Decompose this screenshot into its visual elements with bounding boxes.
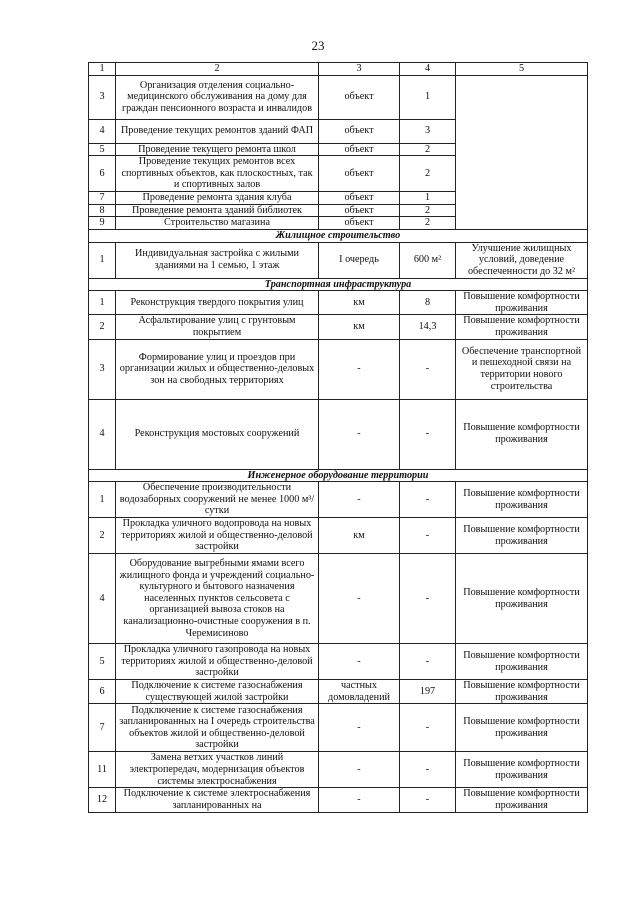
- unit-cell: объект: [319, 192, 400, 205]
- row-number: 1: [89, 482, 116, 518]
- quantity-cell: -: [400, 788, 456, 812]
- section-heading: Инженерное оборудование территории: [89, 469, 588, 482]
- section-heading: Транспортная инфраструктура: [89, 278, 588, 291]
- row-number: 4: [89, 399, 116, 469]
- goal-cell: Повышение комфортности проживания: [456, 644, 588, 680]
- header-cell: 2: [116, 63, 319, 76]
- row-number: 7: [89, 704, 116, 752]
- activity-name: Подключение к системе электроснабжения запланированных на: [116, 788, 319, 812]
- table-row: [89, 75, 588, 119]
- activity-name: Реконструкция твердого покрытия улиц: [116, 291, 319, 315]
- quantity-cell: -: [400, 752, 456, 788]
- row-number: 1: [89, 291, 116, 315]
- goal-cell: Повышение комфортности проживания: [456, 752, 588, 788]
- activity-name: Прокладка уличного водопровода на новых территориях жилой и общественно-деловой застройки: [116, 518, 319, 554]
- row-number: 4: [89, 119, 116, 143]
- unit-cell: объект: [319, 204, 400, 217]
- page-number: 23: [311, 38, 325, 53]
- table-row: [89, 339, 588, 399]
- unit-cell: -: [319, 644, 400, 680]
- activity-name: Асфальтирование улиц с грунтовым покрытием: [116, 315, 319, 339]
- row-number: 9: [89, 217, 116, 230]
- table-row: [89, 704, 588, 752]
- quantity-cell: 600 м²: [400, 242, 456, 278]
- activity-name: Подключение к системе газоснабжения существующей жилой застройки: [116, 680, 319, 704]
- row-number: 2: [89, 518, 116, 554]
- quantity-cell: 2: [400, 143, 456, 156]
- unit-cell: -: [319, 704, 400, 752]
- activity-name: Проведение текущего ремонта школ: [116, 143, 319, 156]
- goal-cell: Обеспечение транспортной и пешеходной связи на территории нового строительства: [456, 339, 588, 399]
- quantity-cell: 3: [400, 119, 456, 143]
- quantity-cell: -: [400, 704, 456, 752]
- quantity-cell: -: [400, 518, 456, 554]
- quantity-cell: 8: [400, 291, 456, 315]
- table-row: [89, 242, 588, 278]
- row-number: 5: [89, 644, 116, 680]
- activity-name: Проведение ремонта здания клуба: [116, 192, 319, 205]
- activity-name: Прокладка уличного газопровода на новых территориях жилой и общественно-деловой застройки: [116, 644, 319, 680]
- goal-cell: Повышение комфортности проживания: [456, 788, 588, 812]
- goal-cell: Повышение комфортности проживания: [456, 704, 588, 752]
- unit-cell: -: [319, 788, 400, 812]
- section-heading-row: [89, 469, 588, 482]
- unit-cell: объект: [319, 75, 400, 119]
- quantity-cell: -: [400, 644, 456, 680]
- row-number: 3: [89, 339, 116, 399]
- plan-table: [88, 62, 588, 813]
- table-row: [89, 399, 588, 469]
- quantity-cell: 1: [400, 192, 456, 205]
- row-number: 7: [89, 192, 116, 205]
- goal-cell: Повышение комфортности проживания: [456, 518, 588, 554]
- activity-name: Строительство магазина: [116, 217, 319, 230]
- activity-name: Оборудование выгребными ямами всего жилищного фонда и учреждений социально-культурного и бытового назначения населенных пунктов сельсовета с организацией вывоза стоков на канализационно-очистные сооружения в п. Черемисиново: [116, 554, 319, 644]
- activity-name: Замена ветхих участков линий электропередач, модернизация объектов системы электроснабжения: [116, 752, 319, 788]
- unit-cell: км: [319, 315, 400, 339]
- quantity-cell: -: [400, 482, 456, 518]
- goal-cell: Повышение комфортности проживания: [456, 482, 588, 518]
- unit-cell: км: [319, 291, 400, 315]
- goal-cell: [456, 75, 588, 229]
- section-heading-row: [89, 229, 588, 242]
- table-row: [89, 518, 588, 554]
- column-number-row: [89, 63, 588, 76]
- quantity-cell: 2: [400, 204, 456, 217]
- row-number: 12: [89, 788, 116, 812]
- activity-name: Обеспечение производительности водозаборных сооружений не менее 1000 м³/сутки: [116, 482, 319, 518]
- section-heading: Жилищное строительство: [89, 229, 588, 242]
- header-cell: 5: [456, 63, 588, 76]
- unit-cell: -: [319, 554, 400, 644]
- header-cell: 4: [400, 63, 456, 76]
- quantity-cell: 2: [400, 217, 456, 230]
- header-cell: 3: [319, 63, 400, 76]
- goal-cell: Повышение комфортности проживания: [456, 554, 588, 644]
- unit-cell: -: [319, 399, 400, 469]
- unit-cell: -: [319, 752, 400, 788]
- quantity-cell: -: [400, 554, 456, 644]
- quantity-cell: 197: [400, 680, 456, 704]
- activity-name: Реконструкция мостовых сооружений: [116, 399, 319, 469]
- table-row: [89, 291, 588, 315]
- unit-cell: частных домовладений: [319, 680, 400, 704]
- goal-cell: Повышение комфортности проживания: [456, 291, 588, 315]
- table-row: [89, 752, 588, 788]
- activity-name: Проведение ремонта зданий библиотек: [116, 204, 319, 217]
- row-number: 8: [89, 204, 116, 217]
- unit-cell: объект: [319, 217, 400, 230]
- row-number: 6: [89, 680, 116, 704]
- table-row: [89, 315, 588, 339]
- row-number: 11: [89, 752, 116, 788]
- activity-name: Проведение текущих ремонтов зданий ФАП: [116, 119, 319, 143]
- quantity-cell: -: [400, 399, 456, 469]
- unit-cell: I очередь: [319, 242, 400, 278]
- quantity-cell: 2: [400, 156, 456, 192]
- unit-cell: -: [319, 482, 400, 518]
- goal-cell: Повышение комфортности проживания: [456, 315, 588, 339]
- table-row: [89, 680, 588, 704]
- unit-cell: объект: [319, 119, 400, 143]
- activity-name: Организация отделения социально-медицинского обслуживания на дому для граждан пенсионного возраста и инвалидов: [116, 75, 319, 119]
- unit-cell: -: [319, 339, 400, 399]
- table-row: [89, 482, 588, 518]
- quantity-cell: -: [400, 339, 456, 399]
- goal-cell: Улучшение жилищных условий, доведение обеспеченности до 32 м²: [456, 242, 588, 278]
- row-number: 6: [89, 156, 116, 192]
- row-number: 3: [89, 75, 116, 119]
- goal-cell: Повышение комфортности проживания: [456, 680, 588, 704]
- unit-cell: км: [319, 518, 400, 554]
- header-cell: 1: [89, 63, 116, 76]
- section-heading-row: [89, 278, 588, 291]
- activity-name: Подключение к системе газоснабжения запланированных на I очередь строительства объектов жилой и общественно-деловой застройки: [116, 704, 319, 752]
- unit-cell: объект: [319, 143, 400, 156]
- row-number: 2: [89, 315, 116, 339]
- row-number: 5: [89, 143, 116, 156]
- table-row: [89, 644, 588, 680]
- activity-name: Индивидуальная застройка с жилыми зданиями на 1 семью, 1 этаж: [116, 242, 319, 278]
- unit-cell: объект: [319, 156, 400, 192]
- goal-cell: Повышение комфортности проживания: [456, 399, 588, 469]
- table-row: [89, 554, 588, 644]
- quantity-cell: 1: [400, 75, 456, 119]
- quantity-cell: 14,3: [400, 315, 456, 339]
- table-row: [89, 788, 588, 812]
- activity-name: Проведение текущих ремонтов всех спортивных объектов, как плоскостных, так и спортивных залов: [116, 156, 319, 192]
- row-number: 1: [89, 242, 116, 278]
- activity-name: Формирование улиц и проездов при организации жилых и общественно-деловых зон на свободных территориях: [116, 339, 319, 399]
- row-number: 4: [89, 554, 116, 644]
